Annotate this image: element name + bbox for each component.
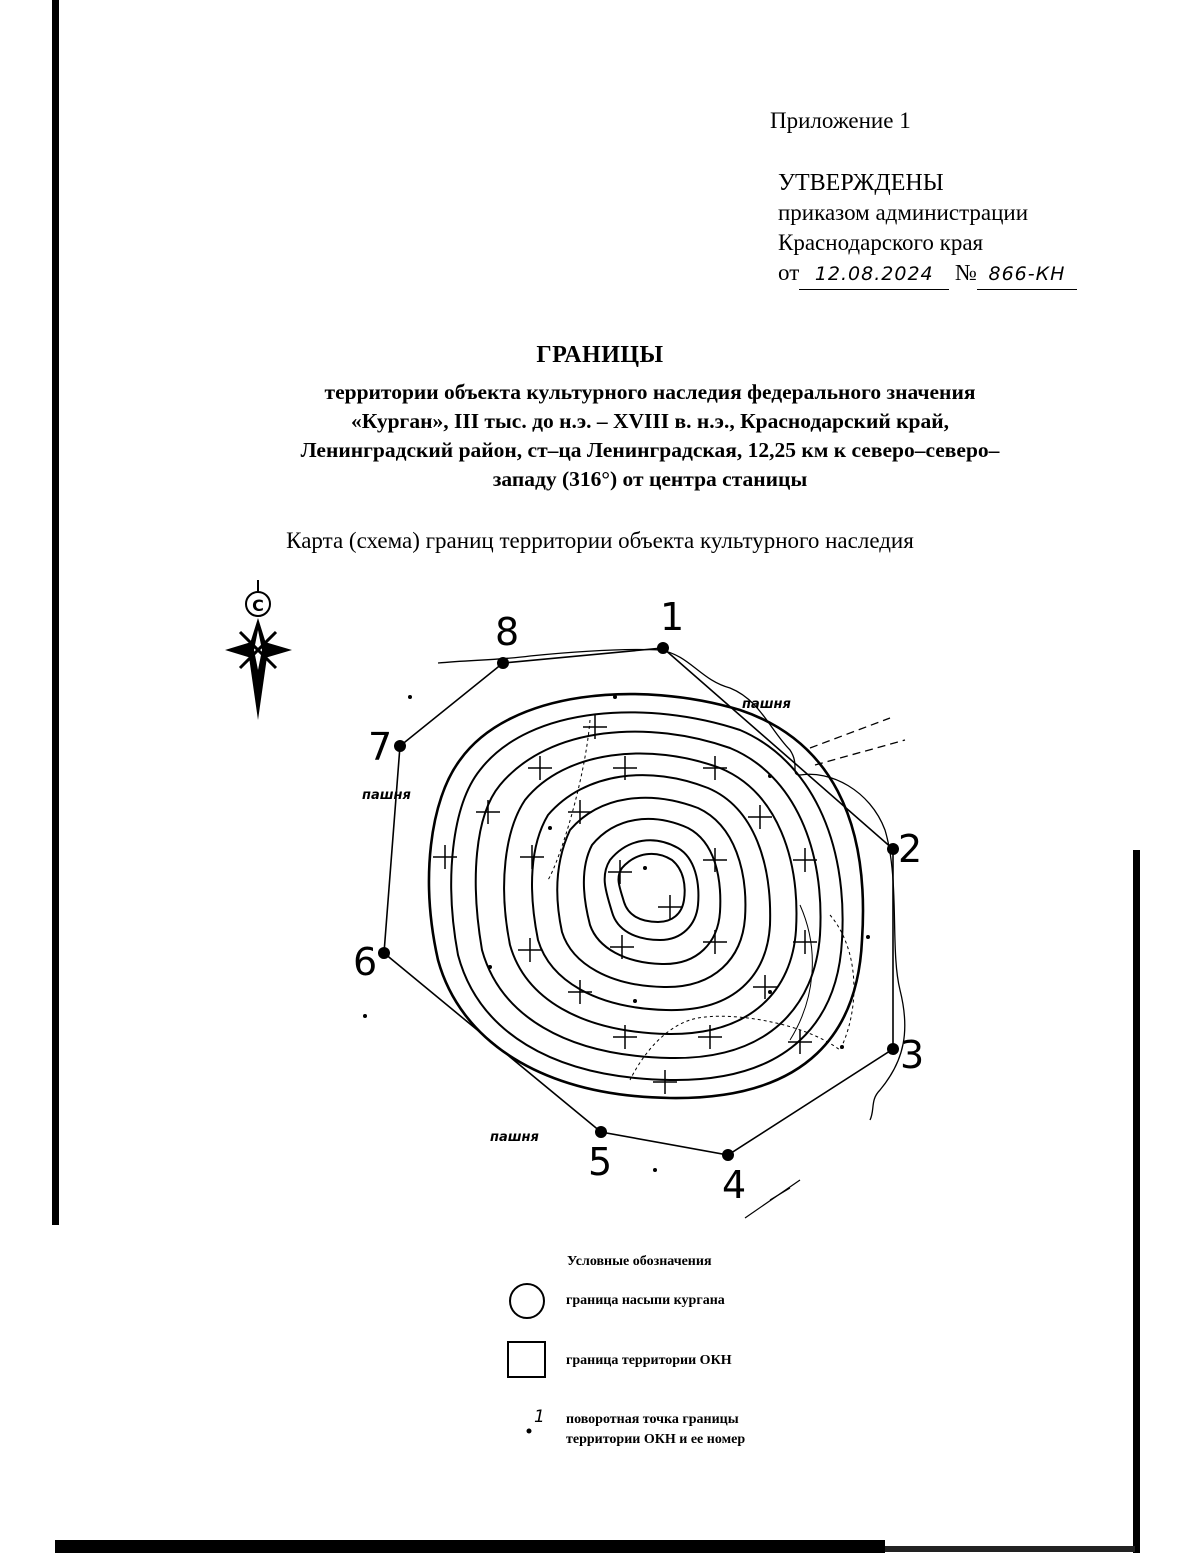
turning-point-8: [497, 657, 509, 669]
handwritten-number: 866-КН: [988, 263, 1066, 285]
number-prefix: №: [955, 260, 977, 285]
legend-text-point-line-1: поворотная точка границы: [566, 1412, 739, 1427]
subtitle-line: Ленинградский район, ст–ца Ленинградская, 12,25 км к северо–северо–: [300, 438, 1000, 462]
legend-point-icon: [520, 1404, 550, 1438]
approval-date-line: [778, 258, 1077, 290]
approval-block: [778, 168, 1077, 290]
field-label: пашня: [362, 788, 411, 803]
date-prefix: от: [778, 260, 800, 285]
turning-point-7: [394, 740, 406, 752]
legend-square-icon: [507, 1341, 547, 1379]
turning-point-1: [657, 642, 669, 654]
point-label-5: 5: [588, 1140, 613, 1184]
turning-point-6: [378, 947, 390, 959]
legend-point-label: 1: [534, 1407, 545, 1427]
scan-edge-bottom-tail: [885, 1546, 1135, 1552]
legend-title: Условные обозначения: [567, 1254, 712, 1269]
point-label-4: 4: [722, 1163, 747, 1207]
point-label-3: 3: [900, 1033, 925, 1077]
map-caption: Карта (схема) границ территории объекта культурного наследия: [286, 528, 914, 553]
appendix-label: Приложение 1: [770, 108, 911, 133]
approval-line-2: Краснодарского края: [778, 230, 984, 255]
north-label: С: [252, 596, 264, 615]
field-label: пашня: [742, 697, 791, 712]
boundary-map: [0, 570, 1200, 1230]
legend-text-point: [566, 1410, 745, 1450]
turning-point-3: [887, 1043, 899, 1055]
point-label-2: 2: [898, 827, 923, 871]
mound-contours: [429, 694, 863, 1098]
legend-text-territory: граница территории ОКН: [566, 1353, 732, 1368]
point-label-1: 1: [660, 595, 685, 639]
subtitle-line: «Курган», III тыс. до н.э. – XVIII в. н.э., Краснодарский край,: [351, 409, 949, 433]
legend-text-mound: граница насыпи кургана: [566, 1293, 725, 1308]
document-subtitle: [200, 378, 1100, 494]
legend-circle-icon: [508, 1282, 548, 1322]
field-label: пашня: [490, 1130, 539, 1145]
turning-point-4: [722, 1149, 734, 1161]
legend-text-point-line-2: территории ОКН и ее номер: [566, 1432, 746, 1447]
approval-title: УТВЕРЖДЕНЫ: [778, 170, 944, 196]
north-arrow-icon: [225, 580, 292, 720]
point-label-6: 6: [353, 940, 378, 984]
subtitle-line: западу (316°) от центра станицы: [492, 467, 808, 491]
turning-point-5: [595, 1126, 607, 1138]
handwritten-date: 12.08.2024: [814, 263, 934, 285]
approval-line-1: приказом администрации: [778, 200, 1029, 225]
point-label-8: 8: [495, 610, 520, 654]
scan-edge-bottom: [55, 1540, 885, 1553]
spot-height-dots: [363, 695, 870, 1172]
point-label-7: 7: [368, 725, 393, 769]
document-title: ГРАНИЦЫ: [536, 342, 664, 368]
subtitle-line: территории объекта культурного наследия федерального значения: [324, 380, 976, 404]
